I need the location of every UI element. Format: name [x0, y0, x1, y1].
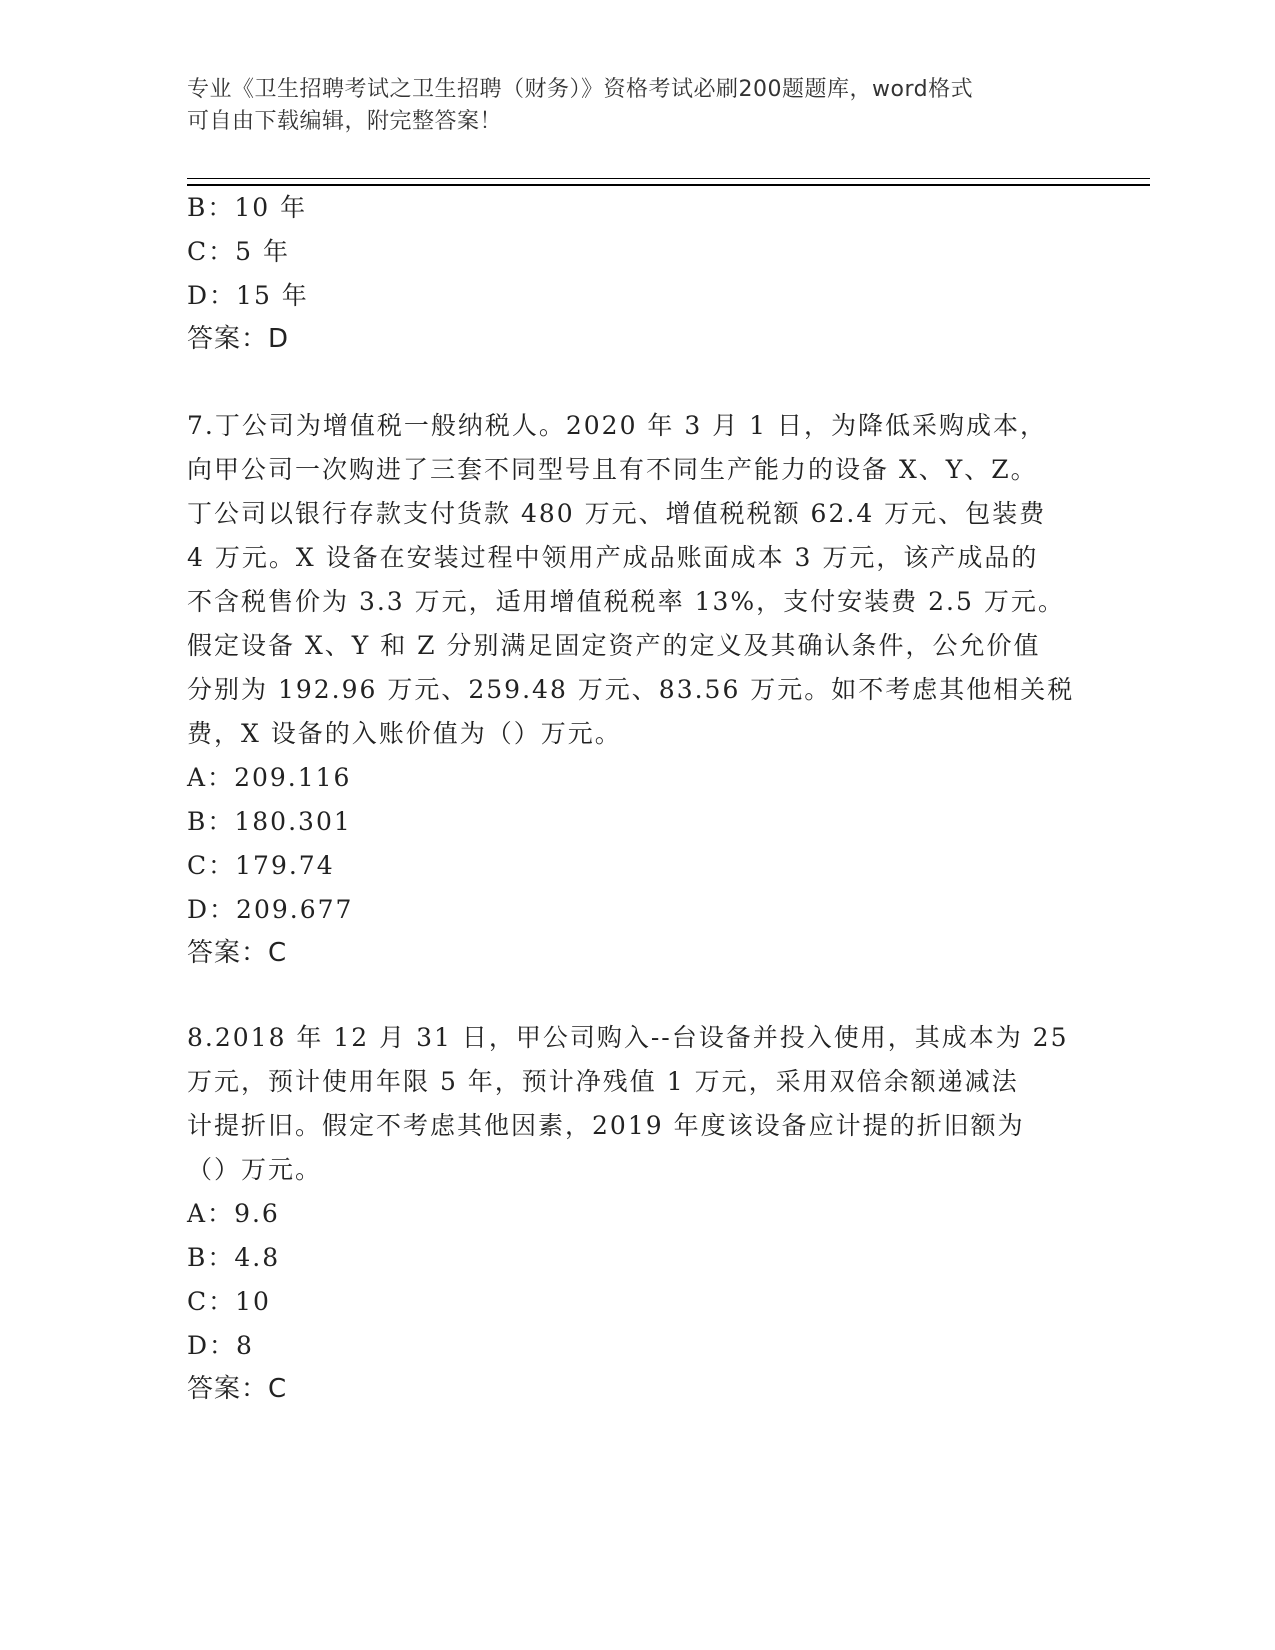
question-7-option-b: B：180.301	[187, 807, 352, 836]
question-7-line-4: 4 万元。X 设备在安装过程中领用产成品账面成本 3 万元，该产成品的	[187, 543, 1039, 572]
document-header	[187, 74, 1067, 138]
question-8-line-1: 8.2018 年 12 月 31 日，甲公司购入--台设备并投入使用，其成本为 25	[187, 1023, 1069, 1052]
question-8-line-3: 计提折旧。假定不考虑其他因素，2019 年度该设备应计提的折旧额为	[187, 1111, 1025, 1140]
header-divider-thin	[187, 178, 1150, 179]
header-line-1: 专业《卫生招聘考试之卫生招聘（财务）》资格考试必刷200题题库，word格式	[187, 77, 974, 102]
question-8-answer: 答案：C	[187, 1374, 288, 1404]
question-8-line-2: 万元，预计使用年限 5 年，预计净残值 1 万元，采用双倍余额递减法	[187, 1067, 1019, 1096]
question-7-line-8: 费，X 设备的入账价值为（）万元。	[187, 719, 622, 748]
question-8-line-4: （）万元。	[187, 1155, 323, 1184]
question-7-line-1: 7.丁公司为增值税一般纳税人。2020 年 3 月 1 日，为降低采购成本，	[187, 411, 1048, 440]
question-7-line-5: 不含税售价为 3.3 万元，适用增值税税率 13%，支付安装费 2.5 万元。	[187, 587, 1065, 616]
option-d: D：15 年	[187, 281, 309, 310]
question-8-option-c: C：10	[187, 1287, 271, 1316]
question-7-line-7: 分别为 192.96 万元、259.48 万元、83.56 万元。如不考虑其他相关税	[187, 675, 1075, 704]
question-7-line-3: 丁公司以银行存款支付货款 480 万元、增值税税额 62.4 万元、包装费	[187, 499, 1047, 528]
question-7-line-2: 向甲公司一次购进了三套不同型号且有不同生产能力的设备 X、Y、Z。	[187, 455, 1038, 484]
header-line-2: 可自由下载编辑，附完整答案！	[187, 109, 503, 134]
question-8-option-a: A：9.6	[187, 1199, 280, 1228]
option-b: B：10 年	[187, 193, 308, 222]
header-divider-thick	[187, 184, 1150, 186]
question-7-answer: 答案：C	[187, 938, 288, 968]
question-7-line-6: 假定设备 X、Y 和 Z 分别满足固定资产的定义及其确认条件，公允价值	[187, 631, 1041, 660]
question-8-option-d: D：8	[187, 1331, 254, 1360]
answer: 答案：D	[187, 324, 290, 354]
question-7-option-c: C：179.74	[187, 851, 335, 880]
question-7-option-a: A：209.116	[187, 763, 352, 792]
option-c: C：5 年	[187, 237, 290, 266]
question-7-option-d: D：209.677	[187, 895, 354, 924]
question-8-option-b: B：4.8	[187, 1243, 281, 1272]
